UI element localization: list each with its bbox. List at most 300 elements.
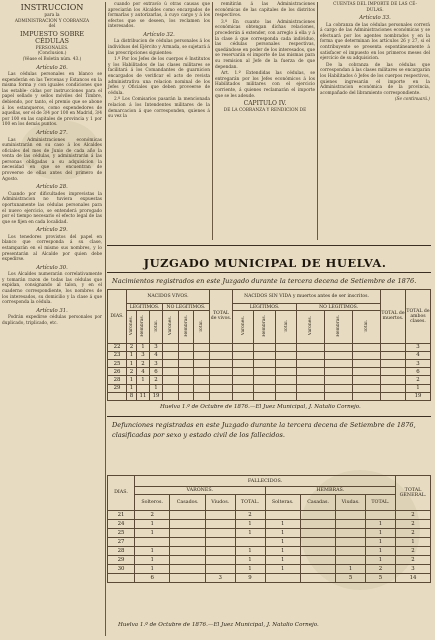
subheader-cell [136, 311, 149, 344]
table-cell: 1 [235, 546, 265, 555]
table-cell [194, 351, 210, 359]
paragraph: Los tenedores provistos del papel en blanco que corresponda á su clase, estamparán en el mismo sus nombres, y lo presentarán al Alcalde por quien debe expedirse. [2, 234, 102, 263]
table-cell [163, 368, 179, 376]
subheader-label: Hembras. [262, 314, 268, 337]
table-cell: 1 [127, 376, 137, 384]
subheader-label: Hembras. [336, 314, 342, 337]
table-cell: 1 [365, 519, 395, 528]
subheader-label: Varones. [128, 316, 134, 336]
section-rule [107, 245, 431, 246]
paragraph: 1.º Por los Jefes de los cuerpos é Institutos y los Habilitados de las clases militares se facilitará á los Comandantes de guarnicion encargados de verificar el acto de revista administrativa una relacion nominal de los Jefes y Oficiales que deben proveerse de cédula. [108, 57, 210, 96]
table-cell: 2 [235, 510, 265, 519]
column-2 [108, 2, 210, 121]
header-line: para la [44, 13, 60, 18]
table-cell: 2 [396, 555, 431, 564]
table-cell [170, 519, 206, 528]
paragraph: cuando por extravío ú otras causas que apreciarán los Alcaldes como encargados de formarlas y autorizarlas, á cuyo cargo y á los efectos que se deseen, los reclamen los interesados. [108, 2, 210, 30]
subheader-cell [194, 311, 210, 344]
deaths-table [107, 475, 431, 583]
table-cell [297, 368, 325, 376]
table-cell [170, 555, 206, 564]
table-cell: 2 [396, 519, 431, 528]
table-cell [232, 351, 253, 359]
subheader-label: Total. [199, 319, 205, 333]
table-cell [194, 384, 210, 392]
table-cell: 1 [135, 519, 170, 528]
article-heading: Artículo 32. [143, 31, 175, 38]
table-cell [352, 351, 380, 359]
deaths-caption: Defunciones registradas en este Juzgado durante la tercera decena de Setiembre de 1876, clasificadas por sexo y estado civil de los fallecidos. [112, 421, 416, 439]
table-cell: 1 [127, 384, 137, 392]
table-cell: 28 [108, 376, 127, 384]
table-cell [300, 519, 336, 528]
table-cell: 14 [396, 573, 431, 582]
table-cell: 4 [149, 351, 162, 359]
table-cell [265, 573, 300, 582]
table-cell [352, 384, 380, 392]
table-cell [178, 343, 194, 351]
column-4 [320, 2, 430, 103]
table-cell [170, 564, 206, 573]
table-cell: 5 [336, 573, 366, 582]
table-cell [194, 376, 210, 384]
table-cell [178, 392, 194, 400]
subheader-cell [254, 311, 275, 344]
subheader-label: Varones. [240, 316, 246, 336]
table-cell [325, 368, 353, 376]
table-cell: 2 [135, 510, 170, 519]
header-legitimos: LEGITIMOS. [127, 304, 163, 311]
article-heading: Artículo 27. [36, 130, 68, 136]
header-dias: DIAS. [108, 290, 127, 344]
subheader-cell [163, 311, 179, 344]
section-heading: DULAS. [366, 7, 384, 13]
header-no-legitimos: NO LEGITIMOS. [163, 304, 210, 311]
table-cell: 3 [205, 573, 235, 582]
table-cell [254, 376, 275, 384]
table-cell: 2 [396, 528, 431, 537]
table-cell: 8 [127, 392, 137, 400]
table-cell: 1 [135, 528, 170, 537]
table-cell [275, 351, 296, 359]
table-cell [205, 537, 235, 546]
table-cell [297, 384, 325, 392]
table-cell [209, 351, 232, 359]
table-cell: 25 [108, 360, 127, 368]
table-cell [232, 392, 253, 400]
table-cell [136, 384, 149, 392]
table-cell [178, 351, 194, 359]
table-cell: 2 [136, 360, 149, 368]
table-cell [163, 376, 179, 384]
table-cell: 1 [149, 384, 162, 392]
subheader-label: Total. [363, 319, 369, 333]
table-cell [209, 376, 232, 384]
table-cell: 19 [149, 392, 162, 400]
table-cell [352, 376, 380, 384]
table-cell [300, 555, 336, 564]
header-sin-vida: NACIDOS SIN VIDA y muertos antes de ser inscritos. [232, 290, 380, 304]
table-cell [170, 573, 206, 582]
table-cell [254, 343, 275, 351]
table-cell [205, 546, 235, 555]
table-cell [232, 376, 253, 384]
table-cell: 2 [127, 368, 137, 376]
header-line: IMPUESTO SOBRE CÉDULAS [19, 29, 85, 45]
header-total-muertos: TOTAL de muertos. [381, 290, 406, 344]
subheader-label: Total. [283, 319, 289, 333]
table-cell [209, 368, 232, 376]
subheader-cell [325, 311, 353, 344]
table-cell [325, 392, 353, 400]
table-cell: 1 [365, 537, 395, 546]
table-row [108, 510, 431, 519]
table-cell: 4 [406, 351, 431, 359]
table-cell [163, 392, 179, 400]
table-cell: 28 [108, 546, 135, 555]
table-cell [254, 368, 275, 376]
subheader-cell [297, 311, 325, 344]
table-cell: 6 [149, 368, 162, 376]
table-cell: 3 [136, 351, 149, 359]
table-cell [325, 343, 353, 351]
header-dias: DIAS. [108, 476, 135, 511]
table-cell: 25 [108, 528, 135, 537]
table-cell: 1 [396, 537, 431, 546]
paragraph: De la cobranza de las cédulas que correspondan á las clases militares se encargarán los Habilitados ó Jefes de los cuerpos respectivos, quienes ingresarán el importe en la Administracion económica de la provincia, acompañado del libramiento correspondiente. [320, 62, 430, 96]
table-cell: 21 [108, 510, 135, 519]
table-cell [178, 368, 194, 376]
subheader-label: Hembras. [140, 314, 146, 337]
table-cell: 3 [406, 360, 431, 368]
table-cell [194, 360, 210, 368]
table-cell: 30 [108, 564, 135, 573]
subheader-cell: Casados. [170, 495, 206, 511]
header-vivos: NACIDOS VIVOS. [127, 290, 210, 304]
table-cell [300, 546, 336, 555]
table-cell [381, 351, 406, 359]
table-row [108, 519, 431, 528]
section-heading: CUENTAS DEL IMPORTE DE LAS CÉ- [333, 2, 417, 7]
table-cell [205, 564, 235, 573]
column-rule [105, 2, 106, 636]
table-cell: 26 [108, 368, 127, 376]
table-cell [209, 384, 232, 392]
subheader-cell [352, 311, 380, 344]
table-cell: 1 [365, 546, 395, 555]
header-total-general: TOTAL GENERAL. [396, 476, 431, 511]
table-cell: 22 [108, 343, 127, 351]
table-cell: 1 [235, 564, 265, 573]
header-legitimos: LEGITIMOS. [232, 304, 296, 311]
table-cell [325, 351, 353, 359]
subheader-label: Total. [153, 319, 159, 333]
header-total-vivos: TOTAL de vivos. [209, 290, 232, 344]
births-caption: Nacimientos registrados en este Juzgado durante la tercera decena de Setiembre de 1876. [112, 277, 417, 285]
paragraph: 2.º Los Comisarios pasarán la mencionada relacion á los Intendentes militares de la demarcacion á que corresponden, quienes á su vez la [108, 97, 210, 120]
table-cell [381, 376, 406, 384]
table-cell: 1 [336, 564, 366, 573]
table-cell [209, 343, 232, 351]
subheader-cell [232, 311, 253, 344]
table-row [108, 546, 431, 555]
table-cell: 1 [265, 537, 300, 546]
paragraph: La cobranza de las cédulas personales correrá á cargo de las Administraciones económicas y se efectuará por los agentes nombrados y en la forma que determinan los artículos 26 y 27, si el contribuyente se presenta espontáneamente á satisfacer el impuesto en los primeros meses del ejercicio de su adquisicion. [320, 22, 430, 62]
table-cell [232, 343, 253, 351]
table-cell: 1 [235, 528, 265, 537]
chapter-heading: CAPITULO IV. [243, 100, 287, 108]
table-cell [178, 360, 194, 368]
table-cell [254, 392, 275, 400]
table-cell: 1 [365, 555, 395, 564]
table-cell [265, 510, 300, 519]
table-row [108, 537, 431, 546]
table-cell [205, 528, 235, 537]
subheader-cell [178, 311, 194, 344]
table-row [108, 360, 431, 368]
table-cell: 23 [108, 351, 127, 359]
subheader-cell: Viudas. [336, 495, 366, 511]
table-cell: 1 [265, 546, 300, 555]
header-line: (Conclusion.) [37, 51, 67, 57]
article-heading: Artículo 26. [36, 64, 68, 71]
table-cell: 1 [136, 376, 149, 384]
table-cell [336, 528, 366, 537]
article-heading: Artículo 28. [36, 184, 68, 191]
article-heading: Artículo 31. [36, 307, 68, 314]
subheader-cell [149, 311, 162, 344]
table-cell [325, 384, 353, 392]
table-cell: 1 [265, 519, 300, 528]
table-cell [254, 384, 275, 392]
table-cell [275, 368, 296, 376]
table-row [108, 343, 431, 351]
continued-note: (Se continuará.) [394, 97, 430, 103]
table-cell [336, 510, 366, 519]
table-cell [381, 368, 406, 376]
column-1 [2, 2, 102, 328]
table-row [108, 368, 431, 376]
paragraph: Podrán expedirse cédulas personales por duplicado, triplicado, etc. [2, 315, 102, 326]
header-line: del [48, 24, 56, 30]
paragraph: Las cédulas personales en blanco se expenderán en las Tercenas y Estancos en la misma forma y con iguales condiciones que las estable- cidas por instrucciones para el papel sellado y sellos móviles del Timbre, debiendo, por tanto, el premio que se abone á los estanqueros, como expendedores de aquellas, ser el de 3/4 por 100 en Madrid, 3/4 por 100 en las capitales de provincia y 1 por 100 en los demás puntos. [2, 72, 102, 128]
table-cell [108, 392, 127, 400]
chapter-subheading: DE LA COBRANZA Y RENDICION DE [223, 108, 307, 114]
table-cell [209, 360, 232, 368]
table-cell [325, 376, 353, 384]
table-cell [300, 573, 336, 582]
table-cell: 1 [406, 384, 431, 392]
table-cell [352, 360, 380, 368]
table-cell: 1 [135, 564, 170, 573]
table-cell [108, 573, 135, 582]
births-footer: Huelva 1.º de Octubre de 1876.—El Juez Municipal, J. Natalio Cornejo. [160, 404, 361, 410]
subheader-cell [275, 311, 296, 344]
table-cell: 1 [135, 546, 170, 555]
table-cell: 1 [127, 351, 137, 359]
table-cell: 19 [406, 392, 431, 400]
header-fallecidos: FALLECIDOS. [135, 476, 396, 487]
table-cell [163, 384, 179, 392]
table-cell [194, 392, 210, 400]
table-cell [381, 384, 406, 392]
paragraph: remitirán á las Administraciones económicas de las capitales de los distritos respectivos. [215, 2, 315, 19]
header-hembras: HEMBRAS. [265, 487, 395, 495]
column-3 [215, 2, 315, 114]
subheader-cell: Casadas. [300, 495, 336, 511]
note: (Véase el Boletin núm. 43.) [22, 56, 82, 62]
table-cell: 3 [149, 343, 162, 351]
table-cell: 2 [396, 546, 431, 555]
table-cell [297, 376, 325, 384]
table-cell [232, 360, 253, 368]
table-cell [275, 360, 296, 368]
subheader-cell: Solteras. [265, 495, 300, 511]
header-varones: VARONES. [135, 487, 266, 495]
table-cell: 1 [127, 360, 137, 368]
table-cell [194, 368, 210, 376]
table-cell: 2 [365, 564, 395, 573]
subheader-label: Hembras. [183, 314, 189, 337]
table-cell [163, 351, 179, 359]
table-cell: 3 [149, 360, 162, 368]
table-cell [170, 510, 206, 519]
table-cell [300, 528, 336, 537]
table-cell [325, 360, 353, 368]
article-heading: Artículo 33. [359, 15, 391, 22]
table-cell [205, 555, 235, 564]
table-cell: 1 [265, 528, 300, 537]
table-row [108, 351, 431, 359]
table-cell [205, 510, 235, 519]
table-cell [232, 384, 253, 392]
table-cell: 3 [406, 343, 431, 351]
section-header: INSTRUCCION [20, 3, 84, 12]
table-cell [275, 376, 296, 384]
table-cell [300, 510, 336, 519]
table-cell: 1 [235, 519, 265, 528]
table-cell [163, 360, 179, 368]
deaths-footer: Huelva 1.º de Octubre de 1876.—El Juez Municipal, J. Natalio Cornejo. [118, 622, 319, 628]
table-cell [352, 343, 380, 351]
table-cell [297, 351, 325, 359]
paragraph: Las Administraciones económicas suministrarán en su caso á los Alcaldes oficiales del mes de Junio de cada año la venta de las cédulas, y administrarán á las personas obligadas a su adquisicion la necesidad en que se encuentran de proveerse de ellas antes del primero de Agosto. [2, 137, 102, 182]
subheader-cell: Solteros. [135, 495, 170, 511]
table-cell [163, 343, 179, 351]
table-cell [275, 392, 296, 400]
table-cell [336, 546, 366, 555]
table-cell [381, 343, 406, 351]
table-cell [170, 537, 206, 546]
header-total-ambos: TOTAL de ambos clases. [406, 290, 431, 344]
article-heading: Artículo 30. [36, 264, 68, 271]
table-row [108, 384, 431, 392]
table-cell [297, 360, 325, 368]
table-cell [352, 392, 380, 400]
table-cell: 1 [235, 555, 265, 564]
article-heading: Artículo 29. [36, 227, 68, 234]
table-cell [194, 343, 210, 351]
subheader-cell: TOTAL. [235, 495, 265, 511]
paragraph: 3.º En cuanto las Administraciones económicas obtengan dichas relaciones, procederán á extender, con arreglo á ella y á la clase á que corresponda cada individuo, las cédulas personales respectivas, quedándose en poder de los interesados, que se reservarán el importe de las mismas para su remision al Jefe de la fuerza de que dependan. [215, 19, 315, 70]
table-cell: 29 [108, 384, 127, 392]
table-cell: 27 [108, 537, 135, 546]
paragraph: Art. 1.º Extendidas las cédulas, se entregarán por los Jefes económicos á los Habilitados militares con el ejercicio corriente, á quienes reclamarán el importe que se les adeude. [215, 71, 315, 99]
table-cell: 5 [365, 573, 395, 582]
table-cell: 2 [396, 510, 431, 519]
table-cell [178, 376, 194, 384]
subheader-cell: Viudos. [205, 495, 235, 511]
table-cell: 1 [265, 555, 300, 564]
section-title: JUZGADO MUNICIPAL DE HUELVA. [143, 256, 387, 270]
table-cell [178, 384, 194, 392]
table-cell: 1 [265, 564, 300, 573]
header-no-legitimos: NO LEGITIMOS. [297, 304, 381, 311]
table-cell: 2 [127, 343, 137, 351]
table-row [108, 392, 431, 400]
table-row [108, 528, 431, 537]
table-cell [336, 519, 366, 528]
table-cell [300, 537, 336, 546]
table-cell [365, 510, 395, 519]
table-cell: 4 [136, 368, 149, 376]
table-cell: 3 [396, 564, 431, 573]
table-cell: 11 [136, 392, 149, 400]
table-cell [381, 360, 406, 368]
table-cell: 1 [136, 343, 149, 351]
table-cell: 6 [135, 573, 170, 582]
table-row [108, 573, 431, 582]
table-cell [352, 368, 380, 376]
table-cell [336, 555, 366, 564]
table-cell [297, 392, 325, 400]
table-row [108, 376, 431, 384]
table-row [108, 555, 431, 564]
subheader-label: Varones. [308, 316, 314, 336]
table-cell [254, 351, 275, 359]
table-cell [336, 537, 366, 546]
subheader-cell: TOTAL. [365, 495, 395, 511]
table-cell: 29 [108, 555, 135, 564]
table-cell [235, 537, 265, 546]
table-cell [297, 343, 325, 351]
births-table [107, 289, 431, 401]
table-cell [205, 519, 235, 528]
table-cell [300, 564, 336, 573]
subheader-cell [127, 311, 137, 344]
column-rule [212, 2, 213, 240]
header-line: PERSONALES. [35, 45, 69, 51]
table-cell [135, 537, 170, 546]
table-cell [254, 360, 275, 368]
section-rule [107, 416, 431, 417]
table-cell [275, 384, 296, 392]
table-cell [275, 343, 296, 351]
table-row [108, 564, 431, 573]
table-cell: 2 [406, 376, 431, 384]
subheader-label: Varones. [167, 316, 173, 336]
paragraph: Los Alcaldes numerarán correlativamente y tomarán razon de todas las cédulas que expidan, consignando al talon, y en el cuaderno correspondiente, los nombres de los interesados, su domicilio y la clase á que corresponda la cédula. [2, 272, 102, 306]
table-cell [209, 392, 232, 400]
paragraph: La distribucion de cédulas personales á los individuos del Ejército y Armada, se sujetará á las prescripciones siguientes: [108, 39, 210, 56]
column-rule [317, 2, 318, 240]
table-cell: 1 [135, 555, 170, 564]
table-cell: 6 [406, 368, 431, 376]
section-rule [107, 272, 431, 273]
table-cell: 24 [108, 519, 135, 528]
table-cell: 9 [235, 573, 265, 582]
table-cell [170, 546, 206, 555]
